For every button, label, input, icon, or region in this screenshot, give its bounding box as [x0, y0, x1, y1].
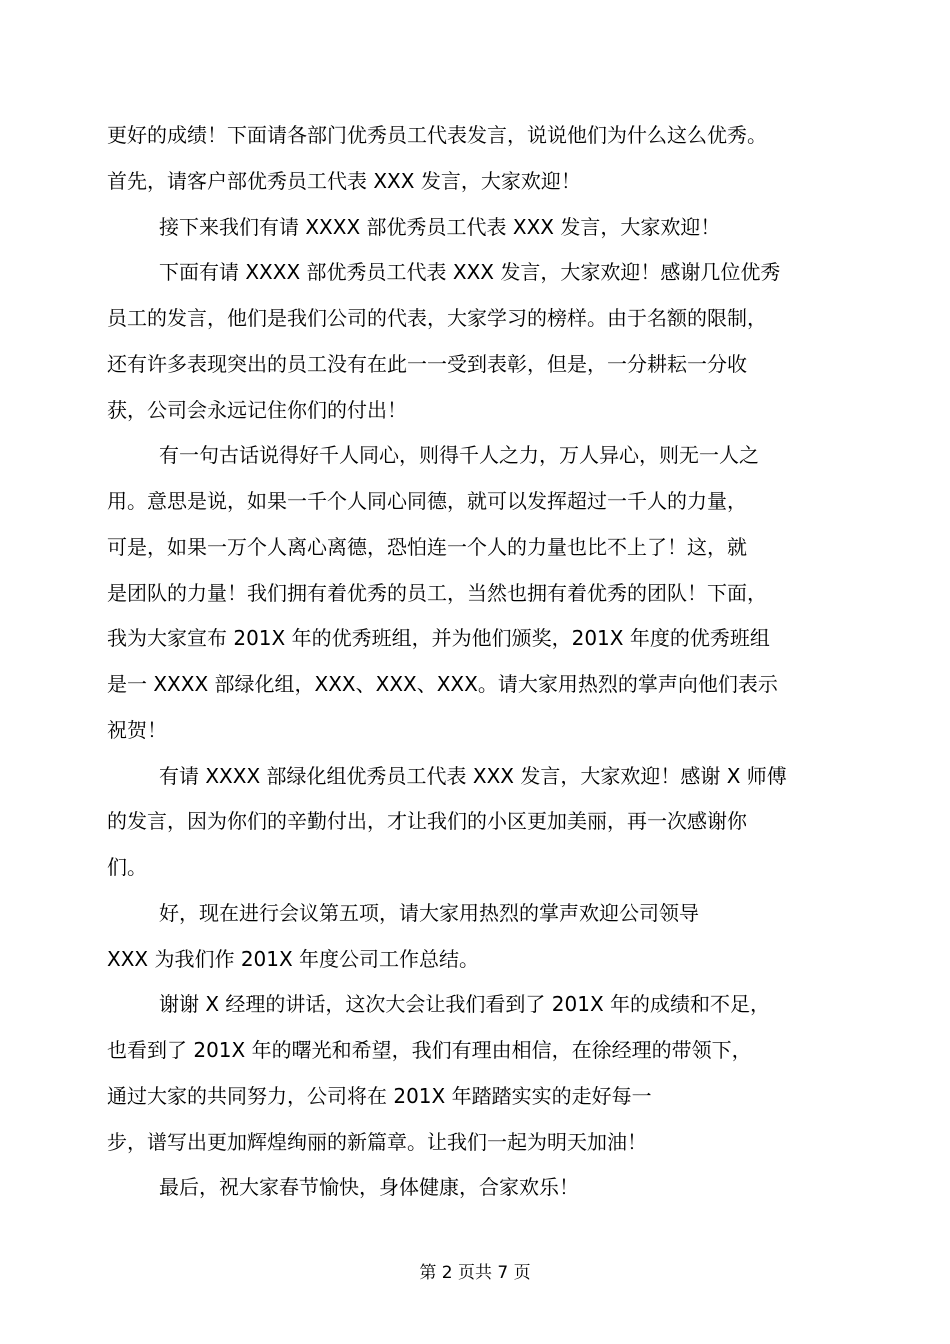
- text-line: 的发言，因为你们的辛勤付出，才让我们的小区更加美丽，再一次感谢你: [107, 809, 747, 834]
- text-line: 有一句古话说得好千人同心，则得千人之力，万人异心，则无一人之: [159, 443, 759, 468]
- text-line: 下面有请 XXXX 部优秀员工代表 XXX 发言，大家欢迎！感谢几位优秀: [159, 260, 781, 285]
- text-line: 可是，如果一万个人离心离德，恐怕连一个人的力量也比不上了！这，就: [107, 534, 747, 559]
- text-line: 更好的成绩！下面请各部门优秀员工代表发言，说说他们为什么这么优秀。: [107, 123, 767, 147]
- text-line: 还有许多表现突出的员工没有在此一一受到表彰，但是，一分耕耘一分收: [107, 351, 747, 376]
- text-line: 员工的发言，他们是我们公司的代表，大家学习的榜样。由于名额的限制，: [107, 306, 767, 330]
- text-line: 有请 XXXX 部绿化组优秀员工代表 XXX 发言，大家欢迎！感谢 X 师傅: [159, 763, 787, 788]
- text-line: 获，公司会永远记住你们的付出！: [107, 397, 407, 422]
- text-line: XXX 为我们作 201X 年度公司工作总结。: [107, 946, 480, 971]
- body-text: [107, 113, 842, 1211]
- text-line: 是一 XXXX 部绿化组，XXX、XXX、XXX。请大家用热烈的掌声向他们表示: [107, 672, 778, 696]
- text-line: 谢谢 X 经理的讲话，这次大会让我们看到了 201X 年的成绩和不足，: [159, 992, 771, 1017]
- text-line: 我为大家宣布 201X 年的优秀班组，并为他们颁奖，201X 年度的优秀班组: [107, 626, 770, 651]
- text-line: 祝贺！: [107, 717, 167, 742]
- text-line: 是团队的力量！我们拥有着优秀的员工，当然也拥有着优秀的团队！下面，: [107, 580, 767, 605]
- text-line: 最后，祝大家春节愉快，身体健康，合家欢乐！: [159, 1175, 579, 1200]
- text-line: 通过大家的共同努力，公司将在 201X 年踏踏实实的走好每一: [107, 1083, 652, 1108]
- text-line: 首先，请客户部优秀员工代表 XXX 发言，大家欢迎！: [107, 168, 581, 193]
- text-line: 们。: [107, 855, 147, 879]
- text-line: 也看到了 201X 年的曙光和希望，我们有理由相信，在徐经理的带领下，: [107, 1038, 752, 1062]
- text-line: 用。意思是说，如果一千个人同心同德，就可以发挥超过一千人的力量，: [107, 489, 747, 513]
- text-line: 接下来我们有请 XXXX 部优秀员工代表 XXX 发言，大家欢迎！: [159, 214, 721, 239]
- page-footer: 第 2 页共 7 页: [419, 1263, 531, 1283]
- text-line: 好，现在进行会议第五项，请大家用热烈的掌声欢迎公司领导: [159, 900, 699, 925]
- text-line: 步，谱写出更加辉煌绚丽的新篇章。让我们一起为明天加油！: [107, 1129, 647, 1154]
